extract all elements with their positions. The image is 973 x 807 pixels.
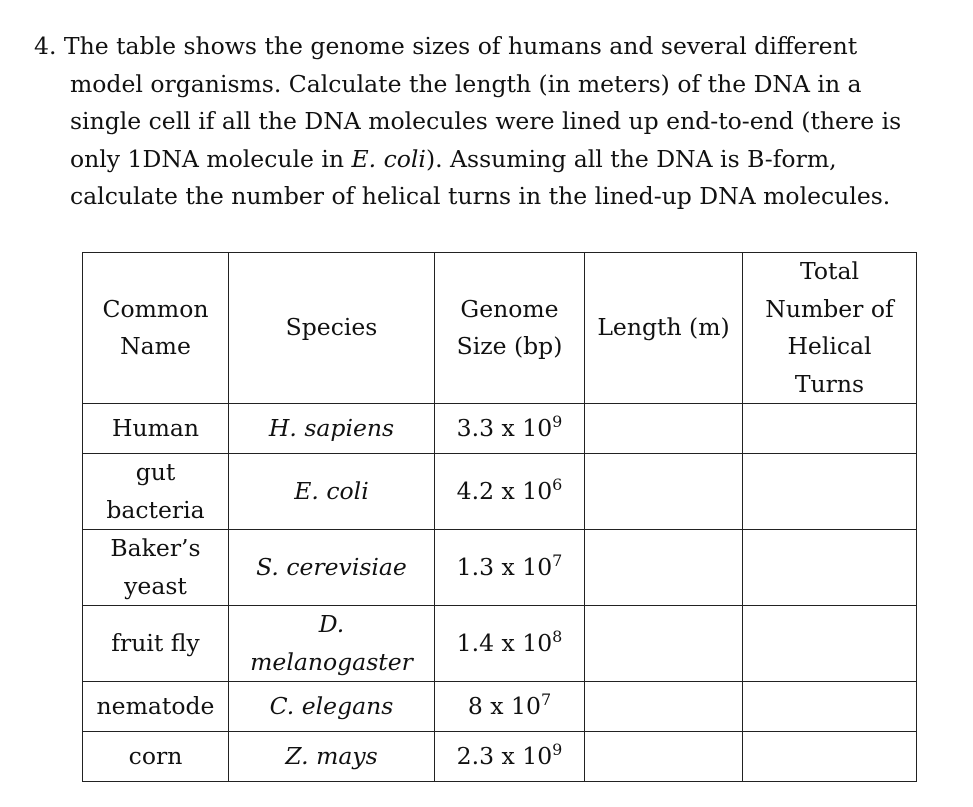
genome-size-cell: [435, 454, 585, 530]
common-name-cell: [83, 404, 229, 454]
table-header-row: [83, 253, 917, 404]
header-helical-turns: [743, 253, 917, 404]
species-cell: [229, 404, 435, 454]
header-genome-size-line-1: Genome: [460, 294, 559, 323]
species-cell: [229, 732, 435, 782]
genome-size-mantissa: 8 x 10: [467, 691, 541, 720]
genome-size-exponent: 9: [552, 411, 563, 431]
length-answer-cell: [585, 454, 743, 530]
table-row: [83, 682, 917, 732]
common-name-cell: [83, 530, 229, 606]
common-name-line-1: Human: [111, 413, 200, 442]
genome-size-cell: [435, 606, 585, 682]
genome-size-exponent: 6: [552, 474, 563, 494]
common-name-line-1: Baker’s: [110, 534, 201, 562]
common-name-cell: [83, 454, 229, 530]
helical-turns-answer-cell: [743, 682, 917, 732]
question-line-1: 4. The table shows the genome sizes of humans and several different: [34, 32, 858, 60]
genome-size-cell: [435, 682, 585, 732]
common-name-cell: [83, 606, 229, 682]
genome-size-table: [82, 252, 917, 782]
table-row: [83, 530, 917, 606]
genome-size-cell: [435, 732, 585, 782]
table-row: [83, 454, 917, 530]
species-name-line-1: C. elegans: [269, 691, 394, 720]
question-line-2: model organisms. Calculate the length (in meters) of the DNA in a: [70, 69, 862, 98]
helical-turns-answer-cell: [743, 530, 917, 606]
common-name-line-1: fruit fly: [111, 628, 200, 657]
genome-size-exponent: 8: [552, 626, 563, 646]
species-cell: [229, 454, 435, 530]
question-line-4-end: ). Assuming all the DNA is B-form,: [425, 144, 837, 173]
header-helical-turns-line-3: Helical: [787, 332, 872, 360]
genome-size-exponent: 7: [540, 689, 552, 709]
species-cell: [229, 682, 435, 732]
header-helical-turns-line-4: Turns: [794, 369, 865, 398]
header-helical-turns-line-2: Number of: [765, 294, 894, 323]
helical-turns-answer-cell: [743, 732, 917, 782]
genome-size-exponent: 7: [552, 550, 563, 570]
header-common-name: [83, 253, 229, 404]
genome-size-mantissa: 3.3 x 10: [456, 413, 553, 442]
question-line-4-species: E. coli: [351, 144, 426, 173]
length-answer-cell: [585, 682, 743, 732]
header-length: Length (m): [585, 253, 743, 404]
table-row: [83, 732, 917, 782]
helical-turns-answer-cell: [743, 606, 917, 682]
length-answer-cell: [585, 530, 743, 606]
species-name-line-1: H. sapiens: [268, 413, 395, 442]
genome-size-mantissa: 2.3 x 10: [456, 741, 553, 770]
question-line-4: [34, 141, 914, 179]
helical-turns-answer-cell: [743, 404, 917, 454]
common-name-line-1: nematode: [96, 691, 215, 720]
species-name-line-1: Z. mays: [285, 741, 378, 770]
common-name-cell: [83, 682, 229, 732]
genome-size-mantissa: 1.4 x 10: [456, 628, 553, 657]
length-answer-cell: [585, 732, 743, 782]
species-cell: [229, 606, 435, 682]
helical-turns-answer-cell: [743, 454, 917, 530]
header-helical-turns-line-1: Total: [800, 257, 859, 285]
table-body: [83, 404, 917, 782]
question-line-5: calculate the number of helical turns in the lined-up DNA molecules.: [70, 182, 891, 210]
species-name-line-1: E. coli: [294, 476, 369, 505]
header-genome-size-line-2: Size (bp): [456, 332, 563, 360]
genome-size-exponent: 9: [552, 739, 563, 759]
species-name-line-1: D.: [318, 610, 345, 638]
question-line-3: single cell if all the DNA molecules were lined up end-to-end (there is: [70, 107, 902, 135]
species-cell: [229, 530, 435, 606]
species-name-line-2: melanogaster: [250, 647, 413, 676]
common-name-line-1: corn: [128, 741, 183, 770]
header-common-name-line-1: Common: [102, 294, 209, 323]
question-text: [34, 28, 914, 216]
common-name-cell: [83, 732, 229, 782]
genome-size-cell: [435, 530, 585, 606]
species-name-line-1: S. cerevisiae: [256, 552, 407, 581]
common-name-line-1: gut: [135, 458, 176, 486]
genome-size-mantissa: 4.2 x 10: [456, 476, 553, 505]
table-row: [83, 606, 917, 682]
header-species: Species: [229, 253, 435, 404]
length-answer-cell: [585, 404, 743, 454]
question-line-4-start: only 1DNA molecule in: [70, 144, 352, 173]
length-answer-cell: [585, 606, 743, 682]
common-name-line-2: bacteria: [106, 495, 205, 524]
header-genome-size: [435, 253, 585, 404]
genome-size-mantissa: 1.3 x 10: [456, 552, 553, 581]
genome-size-cell: [435, 404, 585, 454]
table-row: [83, 404, 917, 454]
common-name-line-2: yeast: [124, 571, 187, 600]
header-common-name-line-2: Name: [120, 332, 191, 360]
